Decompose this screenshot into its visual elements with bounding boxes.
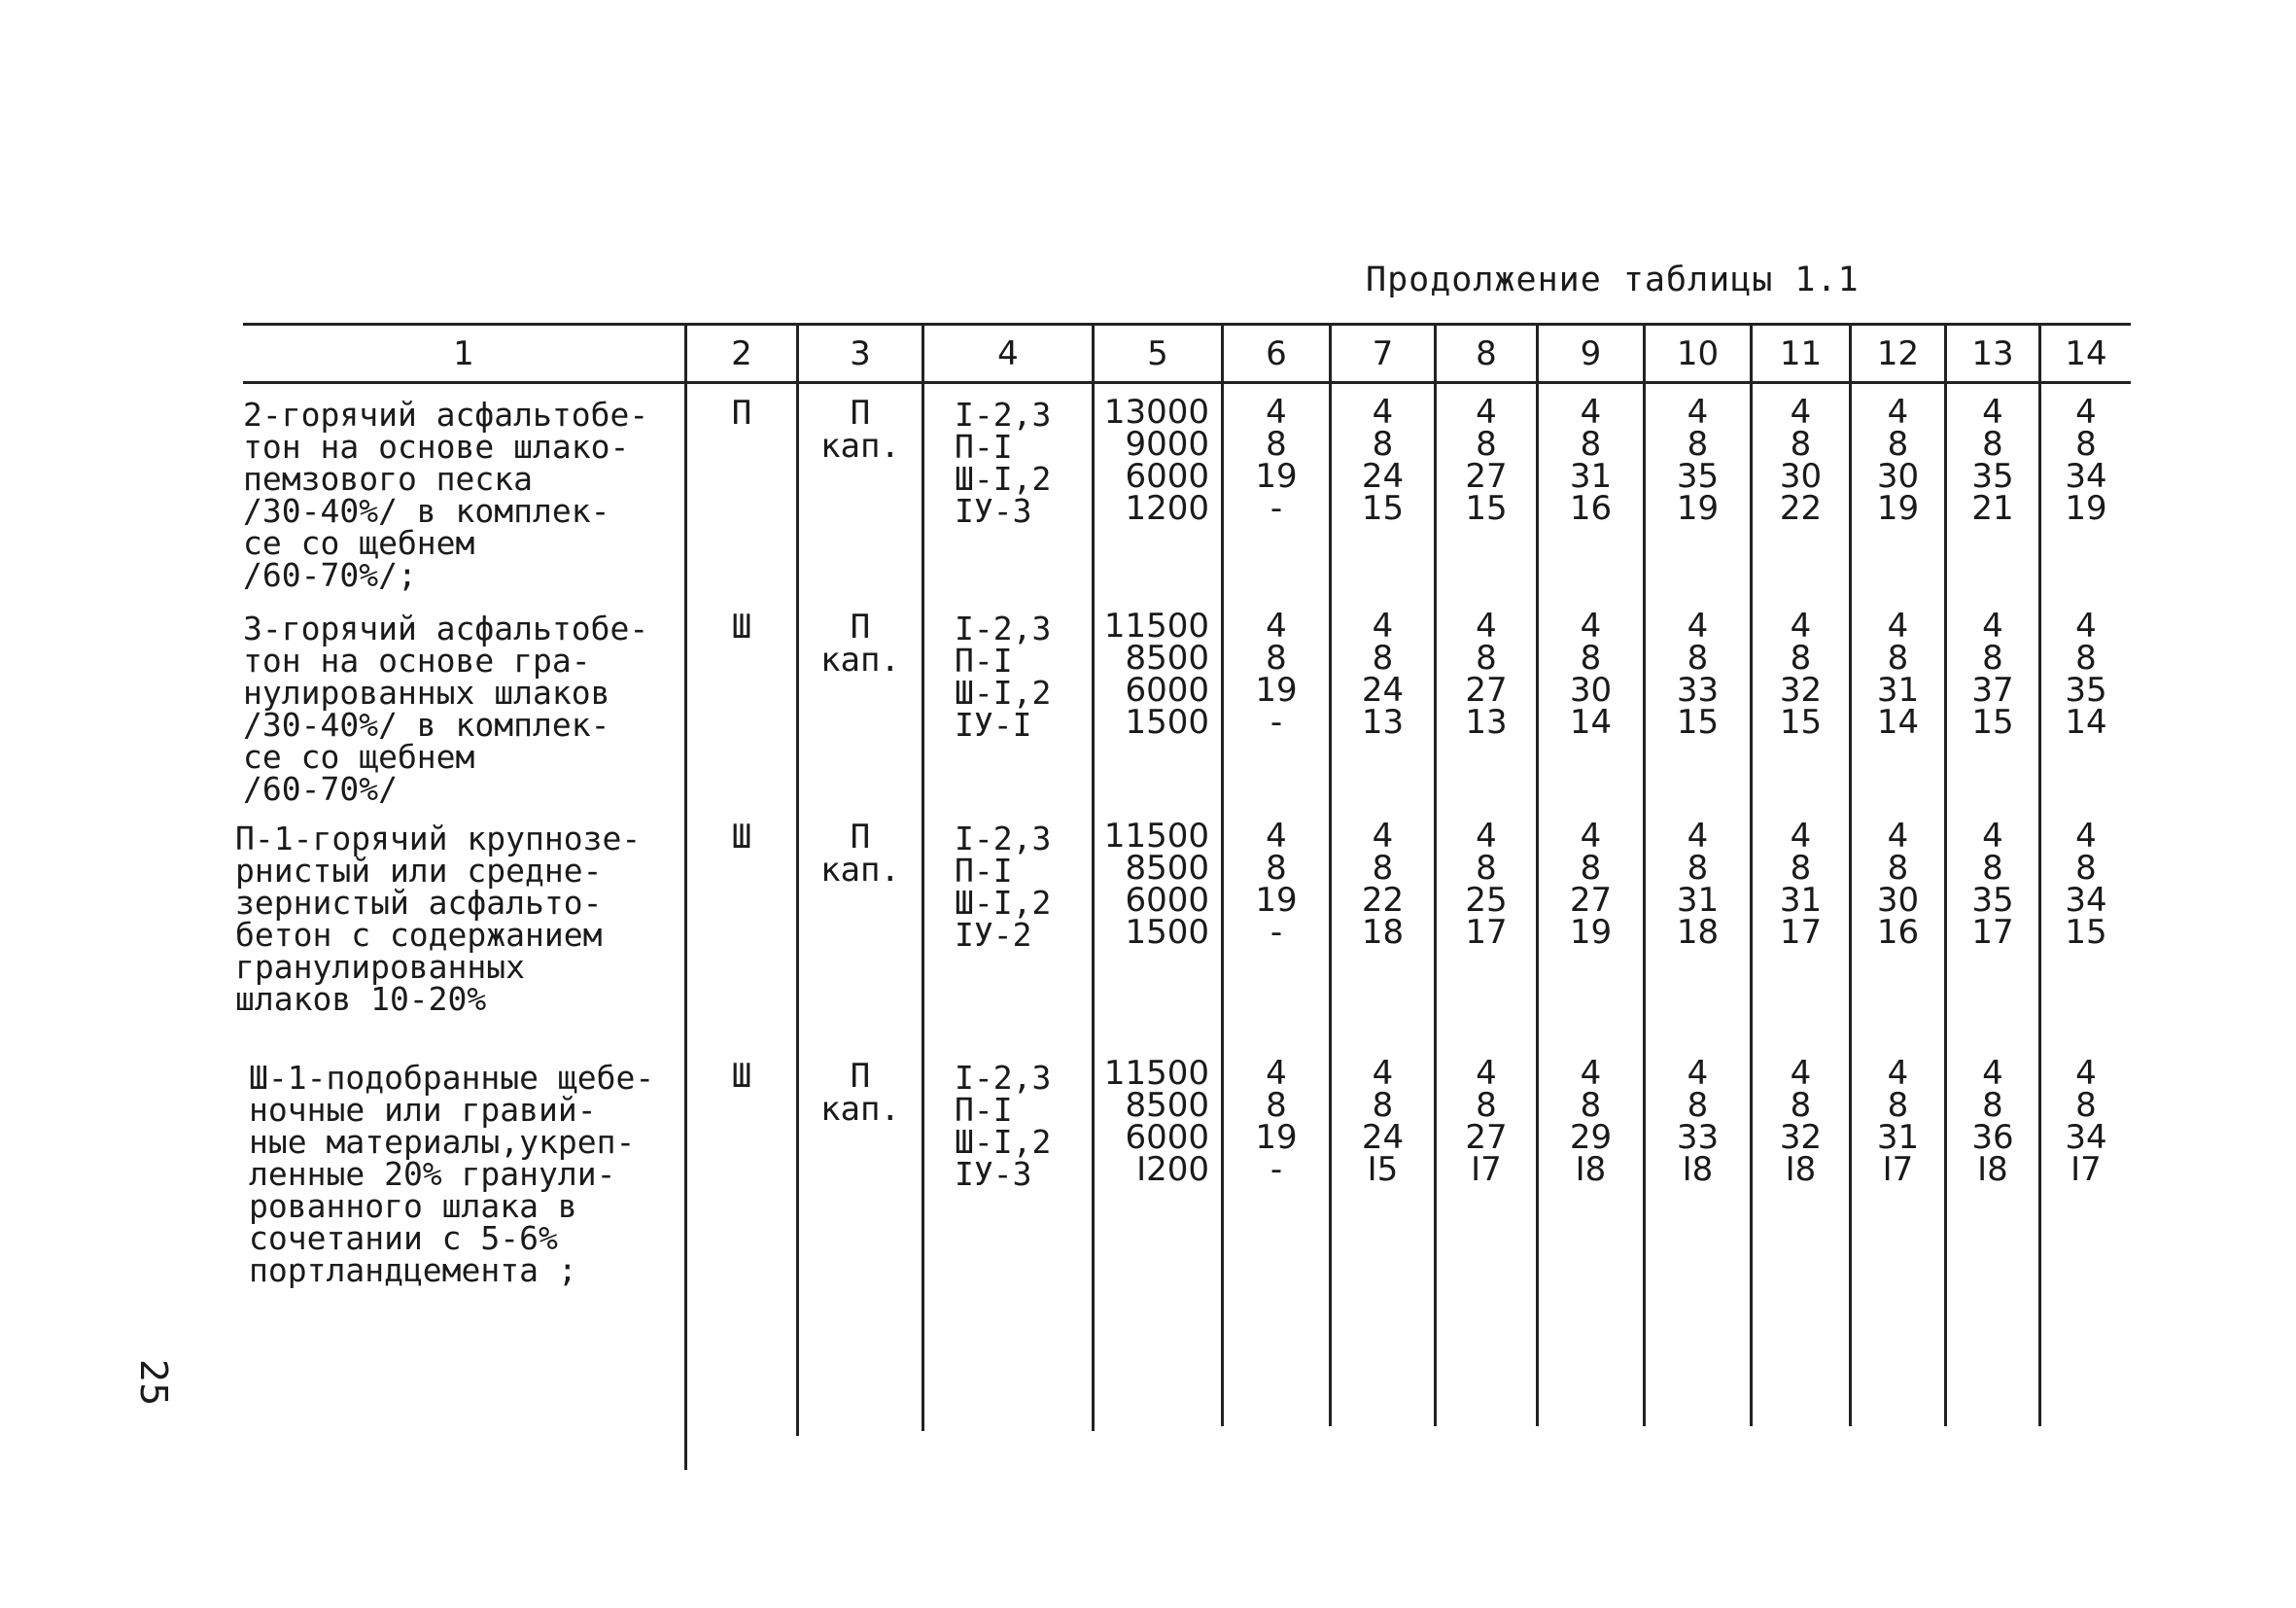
cell-col-12: 4 8 31 14 — [1876, 607, 1920, 742]
cell-col-7: 4 8 24 I5 — [1361, 1054, 1405, 1189]
column-divider — [684, 323, 687, 1470]
cell-col-6: 4 8 19 - — [1255, 607, 1298, 742]
cell-col-10: 4 8 31 18 — [1676, 817, 1720, 952]
cell-col-3: П кап. — [820, 818, 900, 890]
cell-col-5: 11500 8500 6000 1500 — [1103, 817, 1209, 952]
cell-col-5: 13000 9000 6000 1200 — [1103, 393, 1209, 528]
cell-col-14: 4 8 34 I7 — [2065, 1054, 2107, 1189]
header-col-4: 4 — [997, 334, 1019, 373]
cell-col-2: П — [731, 394, 752, 433]
material-description: Ш-1-подобранные щебе- ночные или гравий- ные материалы,укреп- ленные 20% гранули- рованного шлака в сочетании с 5-6% портландцемента ; — [249, 1059, 655, 1289]
header-col-14: 14 — [2065, 334, 2107, 373]
data-table — [235, 313, 2131, 1470]
cell-col-11: 4 8 32 15 — [1779, 607, 1823, 742]
cell-col-13: 4 8 37 15 — [1971, 607, 2014, 742]
cell-col-6: 4 8 19 - — [1255, 393, 1298, 528]
cell-col-9: 4 8 30 14 — [1569, 607, 1613, 742]
header-col-1: 1 — [453, 334, 474, 373]
cell-col-13: 4 8 35 21 — [1971, 393, 2014, 528]
cell-col-6: 4 8 19 - — [1255, 817, 1298, 952]
cell-col-3: П кап. — [820, 608, 900, 680]
cell-col-12: 4 8 30 19 — [1876, 393, 1920, 528]
header-col-13: 13 — [1971, 334, 2014, 373]
header-col-3: 3 — [850, 334, 871, 373]
cell-col-8: 4 8 27 15 — [1465, 393, 1508, 528]
material-description: 3-горячий асфальтобе- тон на основе гра- нулированных шлаков /30-40%/ в комплек- се со щебнем /60-70%/ — [243, 610, 649, 808]
cell-col-12: 4 8 31 I7 — [1876, 1054, 1920, 1189]
cell-col-10: 4 8 35 19 — [1676, 393, 1720, 528]
cell-col-9: 4 8 27 19 — [1569, 817, 1613, 952]
header-col-7: 7 — [1372, 334, 1394, 373]
cell-col-7: 4 8 24 15 — [1361, 393, 1405, 528]
header-col-2: 2 — [731, 334, 752, 373]
table-top-rule — [243, 323, 2131, 326]
header-col-8: 8 — [1476, 334, 1497, 373]
cell-col-2: Ш — [731, 608, 752, 647]
cell-col-13: 4 8 36 I8 — [1971, 1054, 2014, 1189]
cell-col-5: 11500 8500 6000 1500 — [1103, 607, 1209, 742]
cell-col-13: 4 8 35 17 — [1971, 817, 2014, 952]
cell-col-4: I-2,3 П-I Ш-I,2 IУ-3 — [955, 396, 1052, 530]
cell-col-3: П кап. — [820, 1057, 900, 1129]
material-description: 2-горячий асфальтобе- тон на основе шлако- пемзового песка /30-40%/ в комплек- се со щебнем /60-70%/; — [243, 396, 649, 594]
header-col-12: 12 — [1876, 334, 1920, 373]
cell-col-9: 4 8 29 I8 — [1569, 1054, 1613, 1189]
cell-col-7: 4 8 22 18 — [1361, 817, 1405, 952]
header-col-10: 10 — [1676, 334, 1720, 373]
header-col-11: 11 — [1779, 334, 1823, 373]
cell-col-4: I-2,3 П-I Ш-I,2 IУ-I — [955, 610, 1052, 744]
header-bottom-rule — [243, 381, 2131, 384]
cell-col-12: 4 8 30 16 — [1876, 817, 1920, 952]
cell-col-4: I-2,3 П-I Ш-I,2 IУ-2 — [955, 820, 1052, 954]
cell-col-10: 4 8 33 15 — [1676, 607, 1720, 742]
cell-col-11: 4 8 31 17 — [1779, 817, 1823, 952]
cell-col-4: I-2,3 П-I Ш-I,2 IУ-3 — [955, 1059, 1052, 1193]
header-col-5: 5 — [1147, 334, 1168, 373]
cell-col-7: 4 8 24 13 — [1361, 607, 1405, 742]
material-description: П-1-горячий крупнозе- рнистый или средне- зернистый асфальто- бетон с содержанием гранулированных шлаков 10-20% — [235, 820, 642, 1018]
cell-col-8: 4 8 27 I7 — [1465, 1054, 1508, 1189]
cell-col-14: 4 8 34 19 — [2065, 393, 2107, 528]
column-divider — [922, 323, 924, 1431]
header-col-6: 6 — [1266, 334, 1287, 373]
page-number: 25 — [132, 1359, 175, 1407]
cell-col-8: 4 8 25 17 — [1465, 817, 1508, 952]
cell-col-2: Ш — [731, 818, 752, 856]
header-col-9: 9 — [1580, 334, 1602, 373]
cell-col-11: 4 8 30 22 — [1779, 393, 1823, 528]
cell-col-3: П кап. — [820, 394, 900, 466]
cell-col-14: 4 8 34 15 — [2065, 817, 2107, 952]
cell-col-10: 4 8 33 I8 — [1676, 1054, 1720, 1189]
table-caption: Продолжение таблицы 1.1 — [1366, 261, 1860, 299]
cell-col-11: 4 8 32 I8 — [1779, 1054, 1823, 1189]
cell-col-9: 4 8 31 16 — [1569, 393, 1613, 528]
cell-col-8: 4 8 27 13 — [1465, 607, 1508, 742]
cell-col-5: 11500 8500 6000 I200 — [1103, 1054, 1209, 1189]
cell-col-14: 4 8 35 14 — [2065, 607, 2107, 742]
cell-col-6: 4 8 19 - — [1255, 1054, 1298, 1189]
cell-col-2: Ш — [731, 1057, 752, 1096]
